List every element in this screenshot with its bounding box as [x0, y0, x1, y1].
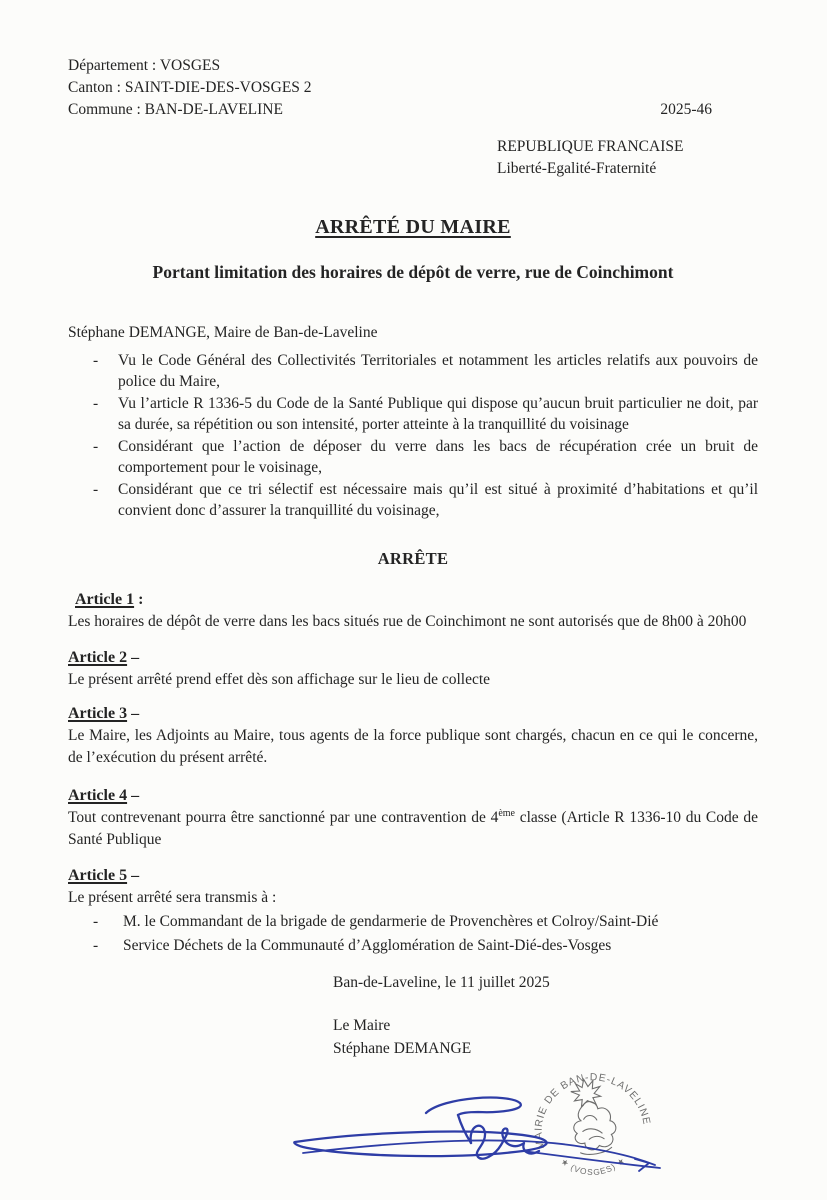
recital-item: [93, 393, 758, 436]
signer-block: [333, 1014, 758, 1060]
article-label: Article 4: [68, 786, 128, 804]
article-label: Article 2: [68, 648, 128, 666]
recitals-list: [68, 350, 758, 522]
article-label: Article 1: [75, 590, 135, 608]
ordinal-superscript: ème: [498, 807, 515, 819]
signature-stroke: [426, 1098, 521, 1115]
article-4: [68, 785, 758, 851]
article-1: [68, 589, 758, 633]
recital-item: [93, 479, 758, 522]
header-block: [68, 55, 758, 121]
article-2: [68, 647, 758, 691]
document-content: [68, 55, 758, 1060]
recipient-text: M. le Commandant de la brigade de gendarmerie de Provenchères et Colroy/Saint-Dié: [123, 912, 659, 930]
recital-text: Considérant que l’action de déposer du verre dans les bacs de récupération crée un bruit de comportement pour le voisinage,: [118, 437, 758, 476]
bullet-dash: -: [93, 394, 99, 412]
decree-title: [68, 214, 758, 240]
article-separator: :: [134, 590, 144, 608]
article-separator: –: [127, 866, 140, 884]
stamp-bottom-text: ★ (VOSGES) ★: [559, 1154, 628, 1178]
signature-image: [283, 1085, 713, 1200]
commune-line: Commune : BAN-DE-LAVELINE: [68, 101, 283, 118]
recital-text: Vu l’article R 1336-5 du Code de la Santé Publique qui dispose qu’aucun bruit particulier ne doit, par sa durée, sa répétition ou son intensité, porter atteinte à la tranquillité du voisinage: [118, 394, 758, 433]
republic-block: [497, 136, 758, 180]
department-line: Département : VOSGES: [68, 57, 221, 74]
article-separator: –: [127, 786, 140, 804]
canton-line: Canton : SAINT-DIE-DES-VOSGES 2: [68, 79, 312, 96]
signature-stroke: [458, 1115, 471, 1143]
article-separator: –: [127, 648, 140, 666]
republic-motto: Liberté-Egalité-Fraternité: [497, 160, 657, 177]
recital-text: Vu le Code Général des Collectivités Territoriales et notamment les articles relatifs aux pouvoirs de police du Maire,: [118, 351, 758, 390]
recital-text: Considérant que ce tri sélectif est nécessaire mais qu’il est situé à proximité d’habitations et qu’il convient donc d’assurer la tranquillité du voisinage,: [118, 480, 758, 519]
article-heading: [68, 647, 758, 669]
article-heading: [68, 703, 758, 725]
article-body: Le présent arrêté prend effet dès son affichage sur le lieu de collecte: [68, 670, 491, 688]
article-3: [68, 703, 758, 769]
author-line: Stéphane DEMANGE, Maire de Ban-de-Laveline: [68, 324, 378, 341]
article-body: [68, 807, 758, 851]
recipient-text: Service Déchets de la Communauté d’Agglomération de Saint-Dié-des-Vosges: [123, 936, 612, 954]
article-heading: [68, 785, 758, 807]
signer-name: Stéphane DEMANGE: [333, 1040, 472, 1057]
article-label: Article 5: [68, 866, 128, 884]
article-body-text: classe (Article R 1336-10 du Code de Santé Publique: [68, 808, 758, 848]
bullet-dash: -: [93, 912, 99, 930]
article-separator: –: [127, 704, 140, 722]
article-body: Les horaires de dépôt de verre dans les bacs situés rue de Coinchimont ne sont autorisés que de 8h00 à 20h00: [68, 612, 747, 630]
recipient-item: [93, 910, 758, 934]
article-body: Le présent arrêté sera transmis à :: [68, 888, 277, 906]
bullet-dash: -: [93, 437, 99, 455]
signer-title: Le Maire: [333, 1017, 391, 1034]
decree-title-text: ARRÊTÉ DU MAIRE: [315, 216, 511, 238]
bullet-dash: -: [93, 936, 99, 954]
article-body: Le Maire, les Adjoints au Maire, tous agents de la force publique sont chargés, chacun en ce qui le concerne, de l’exécution du présent arrêté.: [68, 726, 758, 766]
stamp-ring-text: MAIRIE DE BAN-DE-LAVELINE: [533, 1072, 652, 1151]
decree-subtitle: Portant limitation des horaires de dépôt de verre, rue de Coinchimont: [152, 262, 674, 282]
bullet-dash: -: [93, 480, 99, 498]
recipients-list: [68, 910, 758, 958]
article-heading: [75, 589, 758, 611]
article-body-text: Tout contrevenant pourra être sanctionné par une contravention de 4: [68, 808, 499, 826]
recipient-item: [93, 934, 758, 958]
recital-item: [93, 436, 758, 479]
article-5: [68, 865, 758, 958]
article-heading: [68, 865, 758, 887]
recital-item: [93, 350, 758, 393]
bullet-dash: -: [93, 351, 99, 369]
place-date-line: Ban-de-Laveline, le 11 juillet 2025: [333, 973, 550, 991]
decree-heading: ARRÊTE: [377, 548, 449, 568]
republic-title: REPUBLIQUE FRANCAISE: [497, 138, 684, 155]
article-label: Article 3: [68, 704, 128, 722]
reference-number: 2025-46: [660, 101, 712, 118]
